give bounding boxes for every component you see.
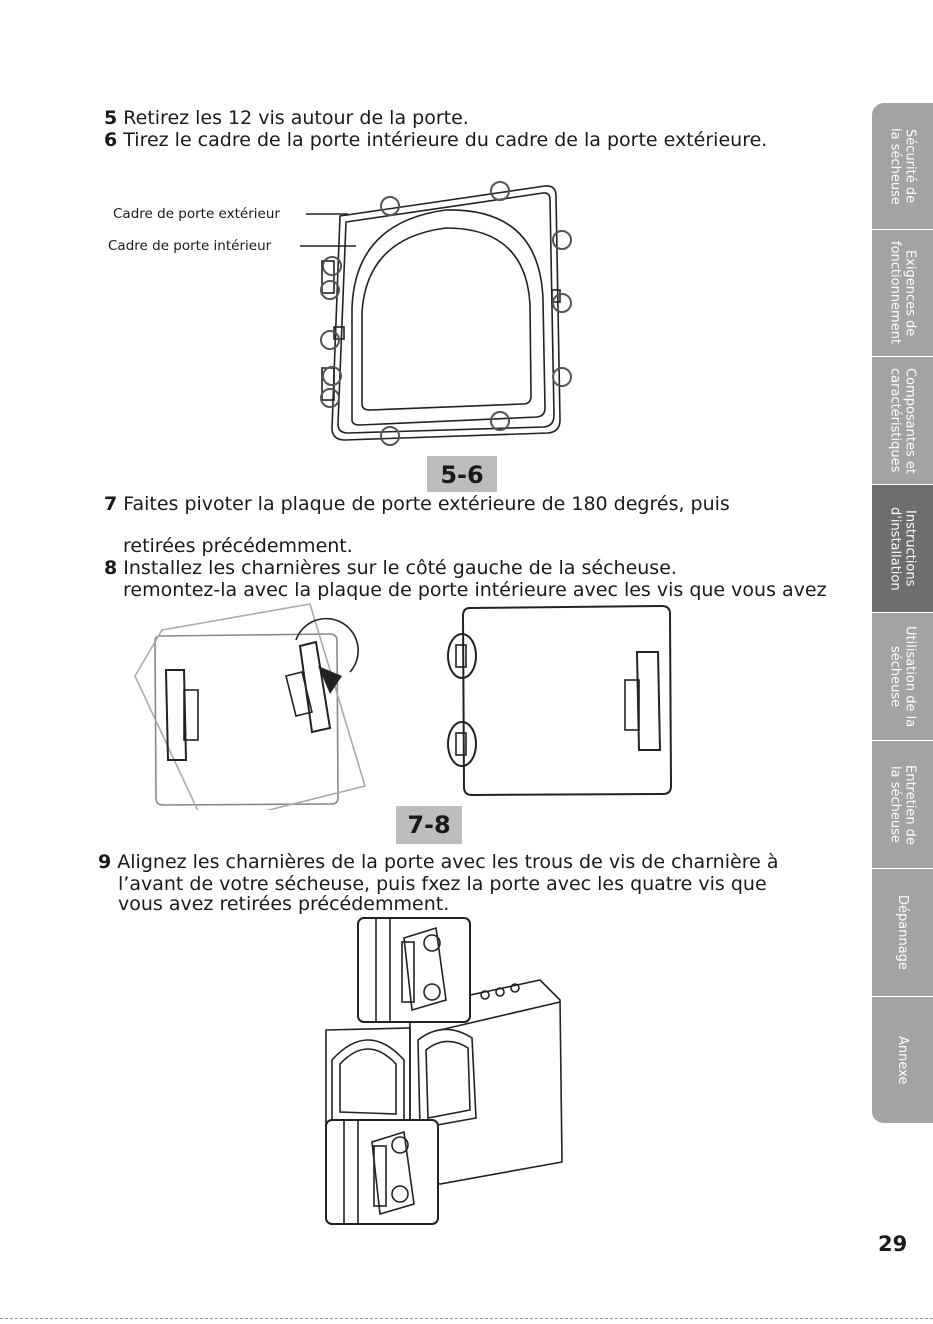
step-9-continued-1: l’avant de votre sécheuse, puis fxez la porte avec les quatre vis que <box>118 873 767 895</box>
step-5: 5 Retirez les 12 vis autour de la porte. <box>104 107 469 129</box>
door-disassembly-illustration <box>0 170 933 470</box>
door-rotation-illustration <box>0 598 933 810</box>
tab-instructions[interactable]: Instructions d'installation <box>872 485 933 613</box>
page-number: 29 <box>878 1232 908 1256</box>
door-mounting-illustration <box>0 914 933 1226</box>
step-9: 9 Alignez les charnières de la porte avec les trous de vis de charnière à <box>98 851 779 873</box>
step-8: 8 Installez les charnières sur le côté gauche de la sécheuse. <box>104 557 677 579</box>
step-7: 7 Faites pivoter la plaque de porte extérieure de 180 degrés, puis <box>104 493 730 515</box>
step-6: 6 Tirez le cadre de la porte intérieure du cadre de la porte extérieure. <box>104 129 768 151</box>
label-outer-frame: Cadre de porte extérieur <box>113 206 280 222</box>
step-8-continued: remontez-la avec la plaque de porte intérieure avec les vis que vous avez <box>123 579 827 601</box>
tab-depannage[interactable]: Dépannage <box>872 869 933 997</box>
label-inner-frame: Cadre de porte intérieur <box>108 238 272 254</box>
tab-entretien[interactable]: Entretien de la sécheuse <box>872 741 933 869</box>
figure-badge-5-6: 5-6 <box>427 456 497 492</box>
step-7-continued: retirées précédemment. <box>123 535 353 557</box>
step-9-continued-2: vous avez retirées précédemment. <box>118 893 450 915</box>
figure-badge-7-8: 7-8 <box>396 806 462 844</box>
tab-utilisation[interactable]: Utilisation de la sécheuse <box>872 613 933 741</box>
tab-composantes[interactable]: Composantes et caractéristiques <box>872 357 933 485</box>
tab-securite[interactable]: Sécurité de la sécheuse <box>872 103 933 230</box>
tab-exigences[interactable]: Exigences de fonctionnement <box>872 230 933 357</box>
tab-annexe[interactable]: Annexe <box>872 997 933 1124</box>
page-bottom-border <box>0 1318 933 1319</box>
